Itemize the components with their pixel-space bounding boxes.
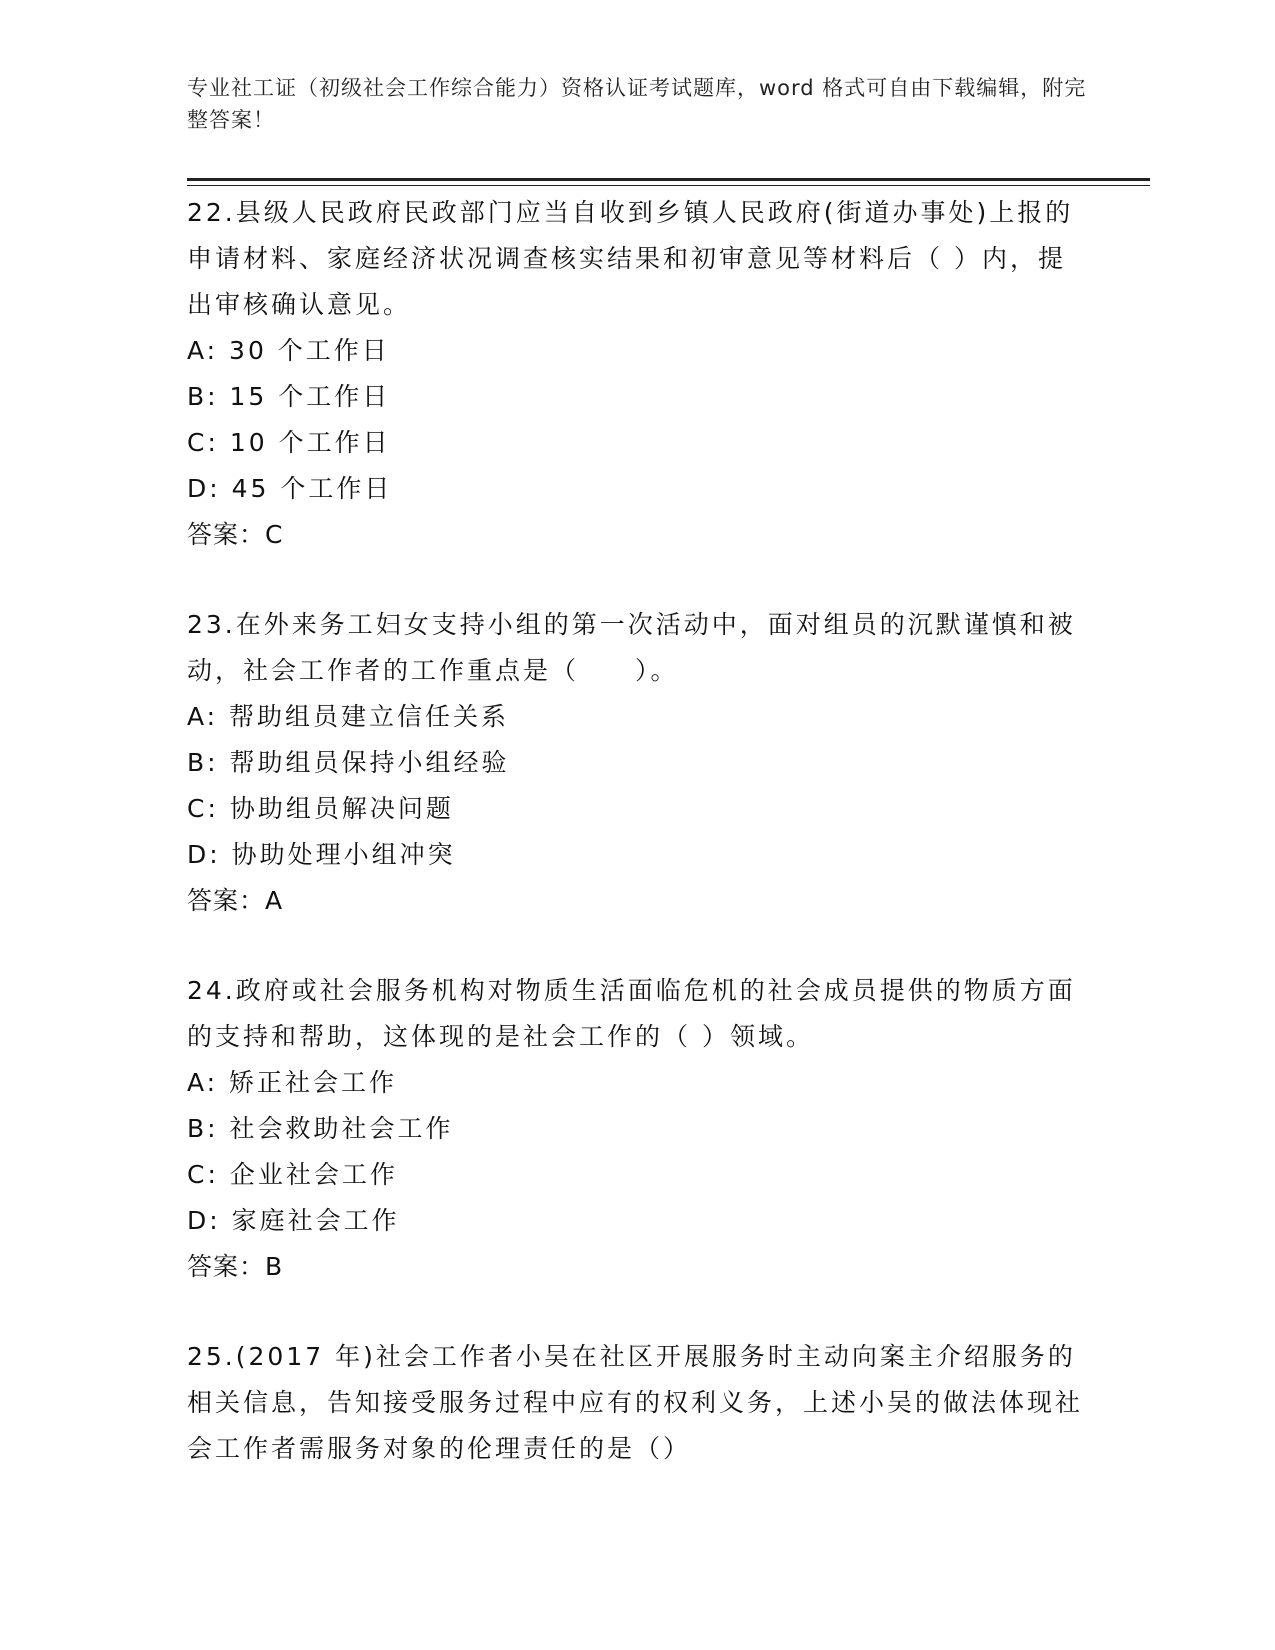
- option-d: D: 协助处理小组冲突: [187, 840, 456, 869]
- document-header: 专业社工证（初级社会工作综合能力）资格认证考试题库，word 格式可自由下载编辑，附完整答案！: [187, 76, 1087, 132]
- answer-line: 答案：A: [187, 886, 284, 915]
- option-c: C: 10 个工作日: [187, 428, 391, 457]
- option-c: C: 协助组员解决问题: [187, 794, 454, 823]
- question-25: [187, 1334, 1087, 1472]
- question-23: [187, 602, 1087, 924]
- option-b: B: 帮助组员保持小组经验: [187, 748, 510, 777]
- header-divider-thin: [187, 185, 1150, 186]
- question-24: [187, 968, 1087, 1290]
- option-d: D: 家庭社会工作: [187, 1206, 400, 1235]
- question-spacer: [187, 924, 1087, 968]
- option-b: B: 15 个工作日: [187, 382, 391, 411]
- option-list: [187, 1060, 1087, 1244]
- option-list: [187, 694, 1087, 878]
- question-stem: 23.在外来务工妇女支持小组的第一次活动中，面对组员的沉默谨慎和被动，社会工作者的工作重点是（ ）。: [187, 610, 1076, 685]
- answer-line: 答案：C: [187, 520, 284, 549]
- option-c: C: 企业社会工作: [187, 1160, 398, 1189]
- question-spacer: [187, 558, 1087, 602]
- question-spacer: [187, 1290, 1087, 1334]
- header-divider-thick: [187, 178, 1150, 181]
- question-list: [187, 190, 1087, 1472]
- answer-line: 答案：B: [187, 1252, 284, 1281]
- question-stem: 25.(2017 年)社会工作者小吴在社区开展服务时主动向案主介绍服务的相关信息，告知接受服务过程中应有的权利义务，上述小吴的做法体现社会工作者需服务对象的伦理责任的是（）: [187, 1342, 1084, 1463]
- option-d: D: 45 个工作日: [187, 474, 393, 503]
- option-a: A: 帮助组员建立信任关系: [187, 702, 510, 731]
- option-a: A: 矫正社会工作: [187, 1068, 398, 1097]
- option-a: A: 30 个工作日: [187, 336, 390, 365]
- question-stem: 24.政府或社会服务机构对物质生活面临危机的社会成员提供的物质方面的支持和帮助，这体现的是社会工作的（ ）领域。: [187, 976, 1076, 1051]
- option-list: [187, 328, 1087, 512]
- question-22: [187, 190, 1087, 558]
- question-stem: 22.县级人民政府民政部门应当自收到乡镇人民政府(街道办事处)上报的申请材料、家庭经济状况调查核实结果和初审意见等材料后（ ）内，提出审核确认意见。: [187, 198, 1074, 319]
- option-b: B: 社会救助社会工作: [187, 1114, 454, 1143]
